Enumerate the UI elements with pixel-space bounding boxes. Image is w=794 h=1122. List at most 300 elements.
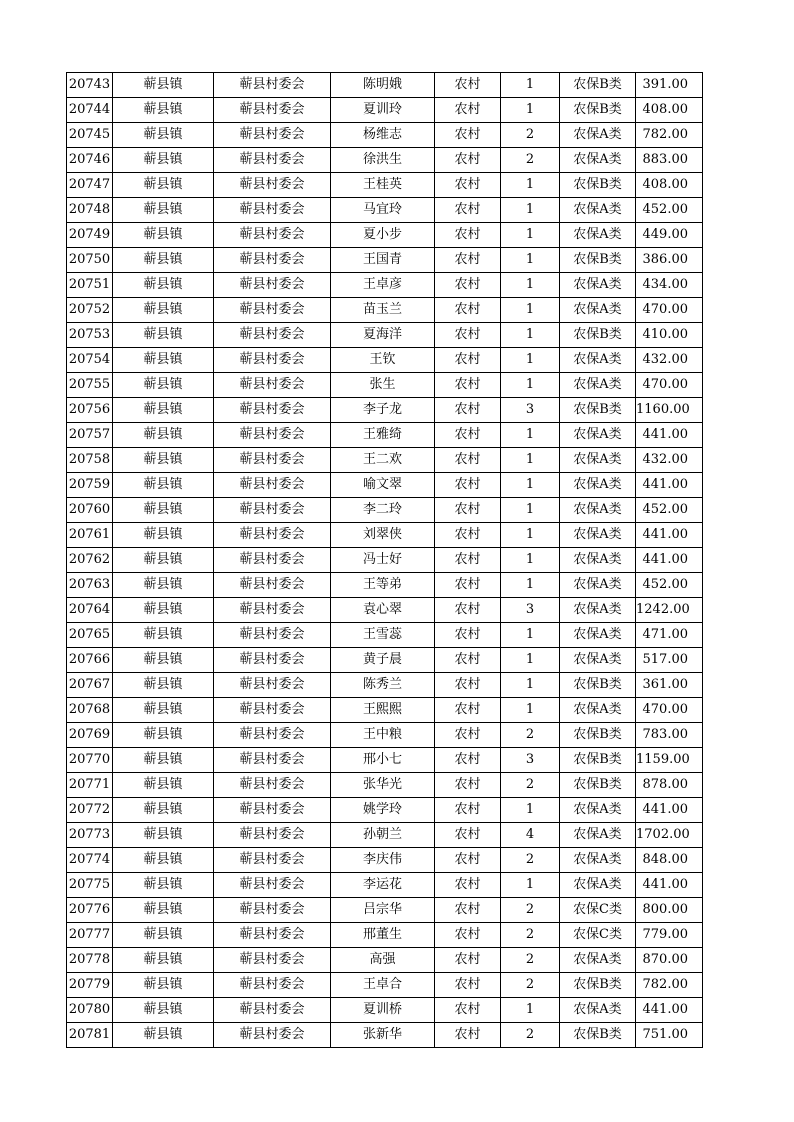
insurance-category-cell: 农保A类: [560, 148, 636, 173]
area-type-cell: 农村: [435, 948, 501, 973]
amount-cell: 782.00: [636, 123, 703, 148]
insurance-category-cell: 农保A类: [560, 473, 636, 498]
person-name-cell: 陈秀兰: [331, 673, 435, 698]
record-id-cell: 20758: [67, 448, 113, 473]
person-name-cell: 王中粮: [331, 723, 435, 748]
insurance-category-cell: 农保B类: [560, 248, 636, 273]
insurance-category-cell: 农保B类: [560, 773, 636, 798]
insurance-category-cell: 农保A类: [560, 873, 636, 898]
town-cell: 蕲县镇: [113, 448, 214, 473]
record-id-cell: 20751: [67, 273, 113, 298]
household-size-cell: 1: [501, 498, 560, 523]
village-committee-cell: 蕲县村委会: [214, 223, 331, 248]
village-committee-cell: 蕲县村委会: [214, 323, 331, 348]
person-name-cell: 王钦: [331, 348, 435, 373]
amount-cell: 1242.00: [636, 598, 703, 623]
record-id-cell: 20771: [67, 773, 113, 798]
amount-cell: 441.00: [636, 523, 703, 548]
table-row: [67, 773, 703, 798]
person-name-cell: 张华光: [331, 773, 435, 798]
household-size-cell: 1: [501, 648, 560, 673]
table-row: [67, 523, 703, 548]
household-size-cell: 1: [501, 548, 560, 573]
table-row: [67, 248, 703, 273]
area-type-cell: 农村: [435, 748, 501, 773]
village-committee-cell: 蕲县村委会: [214, 673, 331, 698]
household-size-cell: 1: [501, 98, 560, 123]
town-cell: 蕲县镇: [113, 698, 214, 723]
village-committee-cell: 蕲县村委会: [214, 498, 331, 523]
table-row: [67, 948, 703, 973]
area-type-cell: 农村: [435, 598, 501, 623]
town-cell: 蕲县镇: [113, 498, 214, 523]
amount-cell: 470.00: [636, 298, 703, 323]
village-committee-cell: 蕲县村委会: [214, 873, 331, 898]
amount-cell: 1160.00: [636, 398, 703, 423]
household-size-cell: 2: [501, 148, 560, 173]
person-name-cell: 张生: [331, 373, 435, 398]
record-id-cell: 20753: [67, 323, 113, 348]
area-type-cell: 农村: [435, 448, 501, 473]
insurance-category-cell: 农保A类: [560, 648, 636, 673]
insurance-category-cell: 农保A类: [560, 223, 636, 248]
household-size-cell: 1: [501, 323, 560, 348]
village-committee-cell: 蕲县村委会: [214, 923, 331, 948]
town-cell: 蕲县镇: [113, 848, 214, 873]
village-committee-cell: 蕲县村委会: [214, 898, 331, 923]
village-committee-cell: 蕲县村委会: [214, 73, 331, 98]
village-committee-cell: 蕲县村委会: [214, 173, 331, 198]
town-cell: 蕲县镇: [113, 648, 214, 673]
insurance-category-cell: 农保B类: [560, 73, 636, 98]
table-row: [67, 873, 703, 898]
insurance-category-cell: 农保A类: [560, 523, 636, 548]
person-name-cell: 邢董生: [331, 923, 435, 948]
record-id-cell: 20780: [67, 998, 113, 1023]
amount-cell: 408.00: [636, 98, 703, 123]
area-type-cell: 农村: [435, 323, 501, 348]
village-committee-cell: 蕲县村委会: [214, 973, 331, 998]
village-committee-cell: 蕲县村委会: [214, 1023, 331, 1048]
household-size-cell: 2: [501, 848, 560, 873]
town-cell: 蕲县镇: [113, 373, 214, 398]
insurance-category-cell: 农保A类: [560, 998, 636, 1023]
table-row: [67, 173, 703, 198]
table-row: [67, 323, 703, 348]
amount-cell: 470.00: [636, 698, 703, 723]
household-size-cell: 1: [501, 173, 560, 198]
town-cell: 蕲县镇: [113, 198, 214, 223]
household-size-cell: 2: [501, 948, 560, 973]
table-row: [67, 998, 703, 1023]
household-size-cell: 1: [501, 523, 560, 548]
record-id-cell: 20754: [67, 348, 113, 373]
household-size-cell: 2: [501, 898, 560, 923]
person-name-cell: 夏训桥: [331, 998, 435, 1023]
household-size-cell: 2: [501, 773, 560, 798]
person-name-cell: 黄子晨: [331, 648, 435, 673]
amount-cell: 432.00: [636, 348, 703, 373]
record-id-cell: 20748: [67, 198, 113, 223]
insurance-category-cell: 农保A类: [560, 823, 636, 848]
town-cell: 蕲县镇: [113, 973, 214, 998]
village-committee-cell: 蕲县村委会: [214, 298, 331, 323]
insurance-category-cell: 农保A类: [560, 348, 636, 373]
amount-cell: 517.00: [636, 648, 703, 673]
village-committee-cell: 蕲县村委会: [214, 423, 331, 448]
amount-cell: 1159.00: [636, 748, 703, 773]
person-name-cell: 李运花: [331, 873, 435, 898]
village-committee-cell: 蕲县村委会: [214, 123, 331, 148]
town-cell: 蕲县镇: [113, 873, 214, 898]
person-name-cell: 王桂英: [331, 173, 435, 198]
record-id-cell: 20749: [67, 223, 113, 248]
amount-cell: 361.00: [636, 673, 703, 698]
village-committee-cell: 蕲县村委会: [214, 448, 331, 473]
area-type-cell: 农村: [435, 573, 501, 598]
table-row: [67, 723, 703, 748]
town-cell: 蕲县镇: [113, 223, 214, 248]
town-cell: 蕲县镇: [113, 823, 214, 848]
town-cell: 蕲县镇: [113, 623, 214, 648]
table-row: [67, 148, 703, 173]
record-id-cell: 20781: [67, 1023, 113, 1048]
area-type-cell: 农村: [435, 298, 501, 323]
town-cell: 蕲县镇: [113, 248, 214, 273]
town-cell: 蕲县镇: [113, 173, 214, 198]
household-size-cell: 1: [501, 473, 560, 498]
insurance-category-cell: 农保B类: [560, 973, 636, 998]
record-id-cell: 20762: [67, 548, 113, 573]
household-size-cell: 4: [501, 823, 560, 848]
household-size-cell: 2: [501, 1023, 560, 1048]
area-type-cell: 农村: [435, 698, 501, 723]
area-type-cell: 农村: [435, 273, 501, 298]
household-size-cell: 1: [501, 448, 560, 473]
person-name-cell: 孙朝兰: [331, 823, 435, 848]
town-cell: 蕲县镇: [113, 348, 214, 373]
household-size-cell: 1: [501, 348, 560, 373]
town-cell: 蕲县镇: [113, 473, 214, 498]
household-size-cell: 1: [501, 198, 560, 223]
village-committee-cell: 蕲县村委会: [214, 823, 331, 848]
insurance-category-cell: 农保B类: [560, 748, 636, 773]
record-id-cell: 20768: [67, 698, 113, 723]
insurance-category-cell: 农保B类: [560, 398, 636, 423]
town-cell: 蕲县镇: [113, 923, 214, 948]
household-size-cell: 1: [501, 623, 560, 648]
person-name-cell: 王国青: [331, 248, 435, 273]
table-row: [67, 73, 703, 98]
table-row: [67, 423, 703, 448]
record-id-cell: 20745: [67, 123, 113, 148]
table-row: [67, 498, 703, 523]
insurance-category-cell: 农保A类: [560, 848, 636, 873]
amount-cell: 441.00: [636, 548, 703, 573]
insurance-category-cell: 农保B类: [560, 98, 636, 123]
table-row: [67, 823, 703, 848]
village-committee-cell: 蕲县村委会: [214, 623, 331, 648]
table-row: [67, 973, 703, 998]
record-id-cell: 20755: [67, 373, 113, 398]
area-type-cell: 农村: [435, 773, 501, 798]
household-size-cell: 2: [501, 123, 560, 148]
area-type-cell: 农村: [435, 798, 501, 823]
area-type-cell: 农村: [435, 648, 501, 673]
area-type-cell: 农村: [435, 98, 501, 123]
amount-cell: 878.00: [636, 773, 703, 798]
household-size-cell: 1: [501, 698, 560, 723]
record-id-cell: 20778: [67, 948, 113, 973]
record-id-cell: 20772: [67, 798, 113, 823]
household-size-cell: 2: [501, 973, 560, 998]
table-row: [67, 348, 703, 373]
area-type-cell: 农村: [435, 823, 501, 848]
record-id-cell: 20744: [67, 98, 113, 123]
record-id-cell: 20750: [67, 248, 113, 273]
area-type-cell: 农村: [435, 198, 501, 223]
insurance-category-cell: 农保A类: [560, 698, 636, 723]
person-name-cell: 夏训玲: [331, 98, 435, 123]
town-cell: 蕲县镇: [113, 598, 214, 623]
table-row: [67, 198, 703, 223]
household-size-cell: 1: [501, 423, 560, 448]
person-name-cell: 冯士好: [331, 548, 435, 573]
area-type-cell: 农村: [435, 248, 501, 273]
table-row: [67, 573, 703, 598]
area-type-cell: 农村: [435, 423, 501, 448]
village-committee-cell: 蕲县村委会: [214, 248, 331, 273]
person-name-cell: 杨维志: [331, 123, 435, 148]
amount-cell: 386.00: [636, 248, 703, 273]
village-committee-cell: 蕲县村委会: [214, 273, 331, 298]
household-size-cell: 2: [501, 923, 560, 948]
amount-cell: 779.00: [636, 923, 703, 948]
area-type-cell: 农村: [435, 723, 501, 748]
village-committee-cell: 蕲县村委会: [214, 548, 331, 573]
person-name-cell: 苗玉兰: [331, 298, 435, 323]
amount-cell: 471.00: [636, 623, 703, 648]
table-row: [67, 798, 703, 823]
person-name-cell: 喻文翠: [331, 473, 435, 498]
household-size-cell: 1: [501, 248, 560, 273]
area-type-cell: 农村: [435, 623, 501, 648]
roster-body: [67, 73, 703, 1048]
area-type-cell: 农村: [435, 348, 501, 373]
person-name-cell: 王熙熙: [331, 698, 435, 723]
insurance-category-cell: 农保B类: [560, 673, 636, 698]
area-type-cell: 农村: [435, 73, 501, 98]
table-row: [67, 598, 703, 623]
record-id-cell: 20752: [67, 298, 113, 323]
amount-cell: 470.00: [636, 373, 703, 398]
amount-cell: 800.00: [636, 898, 703, 923]
household-size-cell: 1: [501, 873, 560, 898]
area-type-cell: 农村: [435, 373, 501, 398]
insurance-category-cell: 农保A类: [560, 548, 636, 573]
village-committee-cell: 蕲县村委会: [214, 373, 331, 398]
household-size-cell: 1: [501, 223, 560, 248]
town-cell: 蕲县镇: [113, 548, 214, 573]
amount-cell: 410.00: [636, 323, 703, 348]
village-committee-cell: 蕲县村委会: [214, 998, 331, 1023]
area-type-cell: 农村: [435, 123, 501, 148]
table-row: [67, 848, 703, 873]
village-committee-cell: 蕲县村委会: [214, 748, 331, 773]
amount-cell: 452.00: [636, 498, 703, 523]
area-type-cell: 农村: [435, 873, 501, 898]
record-id-cell: 20760: [67, 498, 113, 523]
village-committee-cell: 蕲县村委会: [214, 648, 331, 673]
area-type-cell: 农村: [435, 1023, 501, 1048]
person-name-cell: 吕宗华: [331, 898, 435, 923]
town-cell: 蕲县镇: [113, 73, 214, 98]
village-committee-cell: 蕲县村委会: [214, 848, 331, 873]
village-committee-cell: 蕲县村委会: [214, 598, 331, 623]
town-cell: 蕲县镇: [113, 523, 214, 548]
amount-cell: 408.00: [636, 173, 703, 198]
table-row: [67, 1023, 703, 1048]
area-type-cell: 农村: [435, 223, 501, 248]
table-row: [67, 223, 703, 248]
table-row: [67, 623, 703, 648]
village-committee-cell: 蕲县村委会: [214, 348, 331, 373]
amount-cell: 782.00: [636, 973, 703, 998]
area-type-cell: 农村: [435, 523, 501, 548]
area-type-cell: 农村: [435, 973, 501, 998]
area-type-cell: 农村: [435, 898, 501, 923]
table-row: [67, 273, 703, 298]
town-cell: 蕲县镇: [113, 798, 214, 823]
person-name-cell: 王卓合: [331, 973, 435, 998]
person-name-cell: 姚学玲: [331, 798, 435, 823]
household-size-cell: 3: [501, 398, 560, 423]
person-name-cell: 邢小七: [331, 748, 435, 773]
insurance-category-cell: 农保A类: [560, 198, 636, 223]
amount-cell: 751.00: [636, 1023, 703, 1048]
amount-cell: 783.00: [636, 723, 703, 748]
person-name-cell: 陈明娥: [331, 73, 435, 98]
record-id-cell: 20766: [67, 648, 113, 673]
record-id-cell: 20767: [67, 673, 113, 698]
person-name-cell: 李二玲: [331, 498, 435, 523]
record-id-cell: 20763: [67, 573, 113, 598]
person-name-cell: 徐洪生: [331, 148, 435, 173]
record-id-cell: 20777: [67, 923, 113, 948]
insurance-category-cell: 农保B类: [560, 323, 636, 348]
town-cell: 蕲县镇: [113, 998, 214, 1023]
amount-cell: 870.00: [636, 948, 703, 973]
person-name-cell: 张新华: [331, 1023, 435, 1048]
household-size-cell: 1: [501, 798, 560, 823]
record-id-cell: 20756: [67, 398, 113, 423]
area-type-cell: 农村: [435, 848, 501, 873]
town-cell: 蕲县镇: [113, 123, 214, 148]
area-type-cell: 农村: [435, 148, 501, 173]
village-committee-cell: 蕲县村委会: [214, 723, 331, 748]
insurance-category-cell: 农保A类: [560, 448, 636, 473]
person-name-cell: 李庆伟: [331, 848, 435, 873]
amount-cell: 452.00: [636, 198, 703, 223]
village-committee-cell: 蕲县村委会: [214, 98, 331, 123]
village-committee-cell: 蕲县村委会: [214, 398, 331, 423]
area-type-cell: 农村: [435, 673, 501, 698]
household-size-cell: 3: [501, 748, 560, 773]
amount-cell: 441.00: [636, 798, 703, 823]
household-size-cell: 1: [501, 673, 560, 698]
amount-cell: 441.00: [636, 998, 703, 1023]
amount-cell: 434.00: [636, 273, 703, 298]
table-row: [67, 898, 703, 923]
town-cell: 蕲县镇: [113, 948, 214, 973]
area-type-cell: 农村: [435, 173, 501, 198]
household-size-cell: 1: [501, 998, 560, 1023]
household-size-cell: 1: [501, 373, 560, 398]
town-cell: 蕲县镇: [113, 573, 214, 598]
person-name-cell: 王等弟: [331, 573, 435, 598]
town-cell: 蕲县镇: [113, 323, 214, 348]
household-size-cell: 1: [501, 273, 560, 298]
village-committee-cell: 蕲县村委会: [214, 473, 331, 498]
town-cell: 蕲县镇: [113, 898, 214, 923]
record-id-cell: 20747: [67, 173, 113, 198]
amount-cell: 391.00: [636, 73, 703, 98]
table-row: [67, 373, 703, 398]
record-id-cell: 20770: [67, 748, 113, 773]
insurance-category-cell: 农保C类: [560, 898, 636, 923]
amount-cell: 883.00: [636, 148, 703, 173]
record-id-cell: 20765: [67, 623, 113, 648]
insurance-category-cell: 农保A类: [560, 948, 636, 973]
insurance-category-cell: 农保B类: [560, 1023, 636, 1048]
table-row: [67, 448, 703, 473]
area-type-cell: 农村: [435, 923, 501, 948]
insurance-category-cell: 农保A类: [560, 373, 636, 398]
insurance-category-cell: 农保A类: [560, 273, 636, 298]
table-row: [67, 298, 703, 323]
town-cell: 蕲县镇: [113, 148, 214, 173]
town-cell: 蕲县镇: [113, 723, 214, 748]
household-size-cell: 1: [501, 298, 560, 323]
household-size-cell: 1: [501, 73, 560, 98]
person-name-cell: 夏小步: [331, 223, 435, 248]
table-row: [67, 473, 703, 498]
town-cell: 蕲县镇: [113, 98, 214, 123]
table-row: [67, 398, 703, 423]
town-cell: 蕲县镇: [113, 423, 214, 448]
amount-cell: 432.00: [636, 448, 703, 473]
area-type-cell: 农村: [435, 998, 501, 1023]
table-row: [67, 123, 703, 148]
record-id-cell: 20779: [67, 973, 113, 998]
person-name-cell: 王雪蕊: [331, 623, 435, 648]
amount-cell: 441.00: [636, 473, 703, 498]
town-cell: 蕲县镇: [113, 673, 214, 698]
area-type-cell: 农村: [435, 473, 501, 498]
insurance-category-cell: 农保A类: [560, 573, 636, 598]
area-type-cell: 农村: [435, 498, 501, 523]
roster-table: [66, 72, 703, 1048]
person-name-cell: 马宜玲: [331, 198, 435, 223]
town-cell: 蕲县镇: [113, 298, 214, 323]
record-id-cell: 20764: [67, 598, 113, 623]
person-name-cell: 王卓彦: [331, 273, 435, 298]
record-id-cell: 20774: [67, 848, 113, 873]
record-id-cell: 20746: [67, 148, 113, 173]
person-name-cell: 王二欢: [331, 448, 435, 473]
village-committee-cell: 蕲县村委会: [214, 698, 331, 723]
insurance-category-cell: 农保A类: [560, 623, 636, 648]
